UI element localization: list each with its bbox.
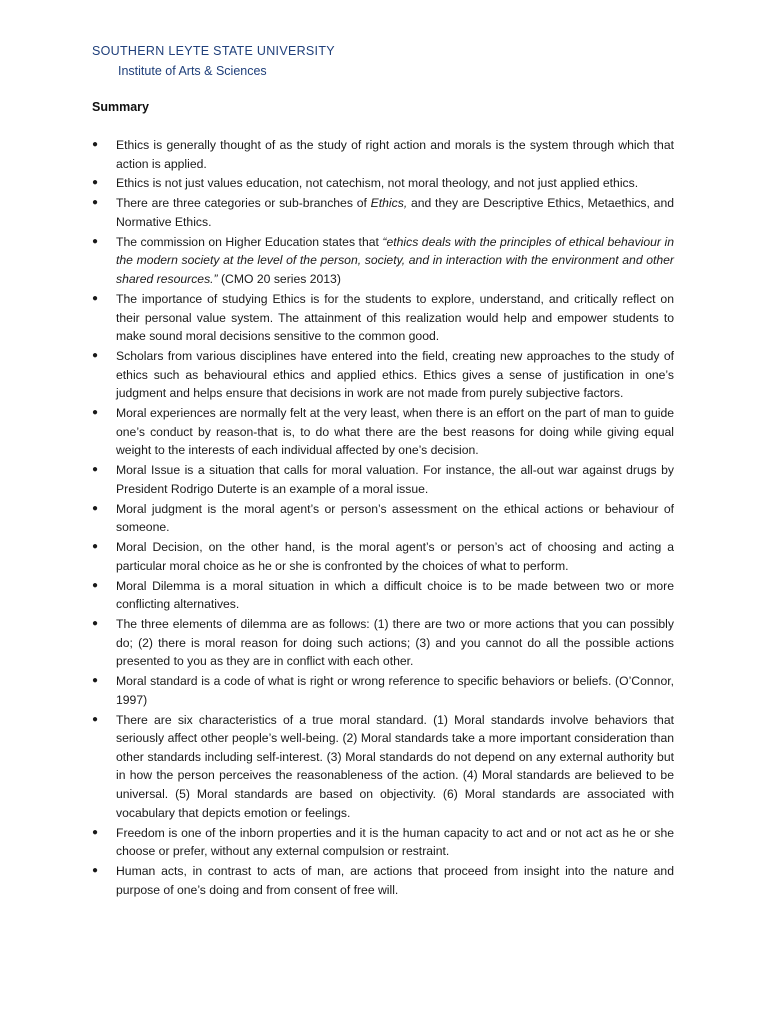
bullet-text: The importance of studying Ethics is for the students to explore, understand, and critically reflect on their personal value system. The attainment of this realization would help and empower students to make sound moral decisions sensitive to the common good. [116,291,674,344]
bullet-emphasis: Ethics, [370,196,408,211]
bullet-item [92,577,674,614]
bullet-text: There are six characteristics of a true moral standard. (1) Moral standards involve behaviors that seriously affect other people’s well-being. (2) Moral standards take a more important consideration than other standards including self-interest. (3) Moral standards do not depend on any external authority but in how the person perceives the reasonableness of the action. (4) Moral standards are believed to be universal. (5) Moral standards are based on objectivity. (6) Moral standards are associated with vocabulary that depicts emotion or feelings. [116,712,674,820]
bullet-text: Moral Decision, on the other hand, is the moral agent’s or person’s act of choosing and acting a particular moral choice as he or she is confronted by the choices of what to perform. [116,540,674,573]
bullet-text: Moral Issue is a situation that calls for moral valuation. For instance, the all-out war against drugs by President Rodrigo Duterte is an example of a moral issue. [116,463,674,496]
document-header [92,43,335,80]
bullet-item [92,500,674,537]
summary-bullet-list [92,136,674,901]
institute-name: Institute of Arts & Sciences [118,64,267,78]
bullet-item [92,290,674,346]
bullet-icon: ● [92,618,99,630]
bullet-text: Moral Dilemma is a moral situation in which a difficult choice is to be made between two or more conflicting alternatives. [116,578,674,612]
bullet-item [92,174,674,193]
bullet-text: Moral experiences are normally felt at the very least, when there is an effort on the part of man to guide one’s conduct by reason-that is, to do what there are the best reasons for doing while giving equal weight to the interests of each individual affected by one’s decision. [116,406,674,458]
bullet-emphasis: “ethics deals with the principles of ethical behaviour in the modern society at the level of the person, society, and in interaction with the environment and other shared resources.” [116,234,674,287]
bullet-text: Ethics is generally thought of as the study of right action and morals is the system through which that action is applied. [116,138,674,171]
bullet-icon: ● [92,292,99,304]
bullet-icon: ● [92,197,99,209]
bullet-text: and they are Descriptive Ethics, Metaethics, and Normative Ethics. [116,196,674,229]
bullet-text: Ethics is not just values education, not catechism, not moral theology, and not just applied ethics. [116,176,639,191]
bullet-icon: ● [92,579,99,591]
bullet-icon: ● [92,502,99,514]
bullet-item [92,461,674,498]
bullet-item [92,824,674,861]
bullet-icon: ● [92,464,99,476]
bullet-icon: ● [92,865,99,877]
bullet-text: Freedom is one of the inborn properties and it is the human capacity to act and or not act as he or she choose or prefer, without any external compulsion or restraint. [116,825,674,859]
university-name: SOUTHERN LEYTE STATE UNIVERSITY [92,44,335,58]
bullet-item [92,711,674,823]
bullet-icon: ● [92,235,99,247]
bullet-text: The three elements of dilemma are as follows: (1) there are two or more actions that you can possibly do; (2) there is moral reason for doing such actions; (3) and you cannot do all the possible actions presented to you as they are in conflict with each other. [116,617,674,669]
bullet-icon: ● [92,139,99,150]
bullet-item [92,233,674,289]
bullet-text: (CMO 20 series 2013) [217,272,341,287]
bullet-icon: ● [92,177,99,189]
bullet-item [92,538,674,575]
bullet-text: Moral standard is a code of what is right or wrong reference to specific behaviors or beliefs. (O’Connor, 1997) [116,674,674,707]
bullet-icon: ● [92,541,99,553]
bullet-item [92,615,674,671]
bullet-item [92,404,674,460]
bullet-icon: ● [92,826,99,838]
bullet-text: Scholars from various disciplines have entered into the field, creating new approaches to the study of ethics such as behavioural ethics and applied ethics. Ethics gives a sense of justification in one’s judgment and helps ensure that decisions in work are not made from purely subjective factors. [116,349,674,401]
bullet-item [92,194,674,231]
bullet-item [92,672,674,709]
bullet-icon: ● [92,407,99,419]
bullet-item [92,347,674,403]
bullet-text: The commission on Higher Education states that [116,234,383,249]
bullet-icon: ● [92,713,99,725]
bullet-icon: ● [92,675,99,687]
bullet-text: Moral judgment is the moral agent’s or person’s assessment on the ethical actions or behaviour of someone. [116,501,674,535]
bullet-item [92,136,674,173]
bullet-item [92,862,674,899]
summary-heading: Summary [92,100,149,114]
bullet-text: Human acts, in contrast to acts of man, are actions that proceed from insight into the nature and purpose of one’s doing and from consent of free will. [116,864,674,897]
bullet-icon: ● [92,350,99,362]
bullet-text: There are three categories or sub-branches of [116,196,371,211]
